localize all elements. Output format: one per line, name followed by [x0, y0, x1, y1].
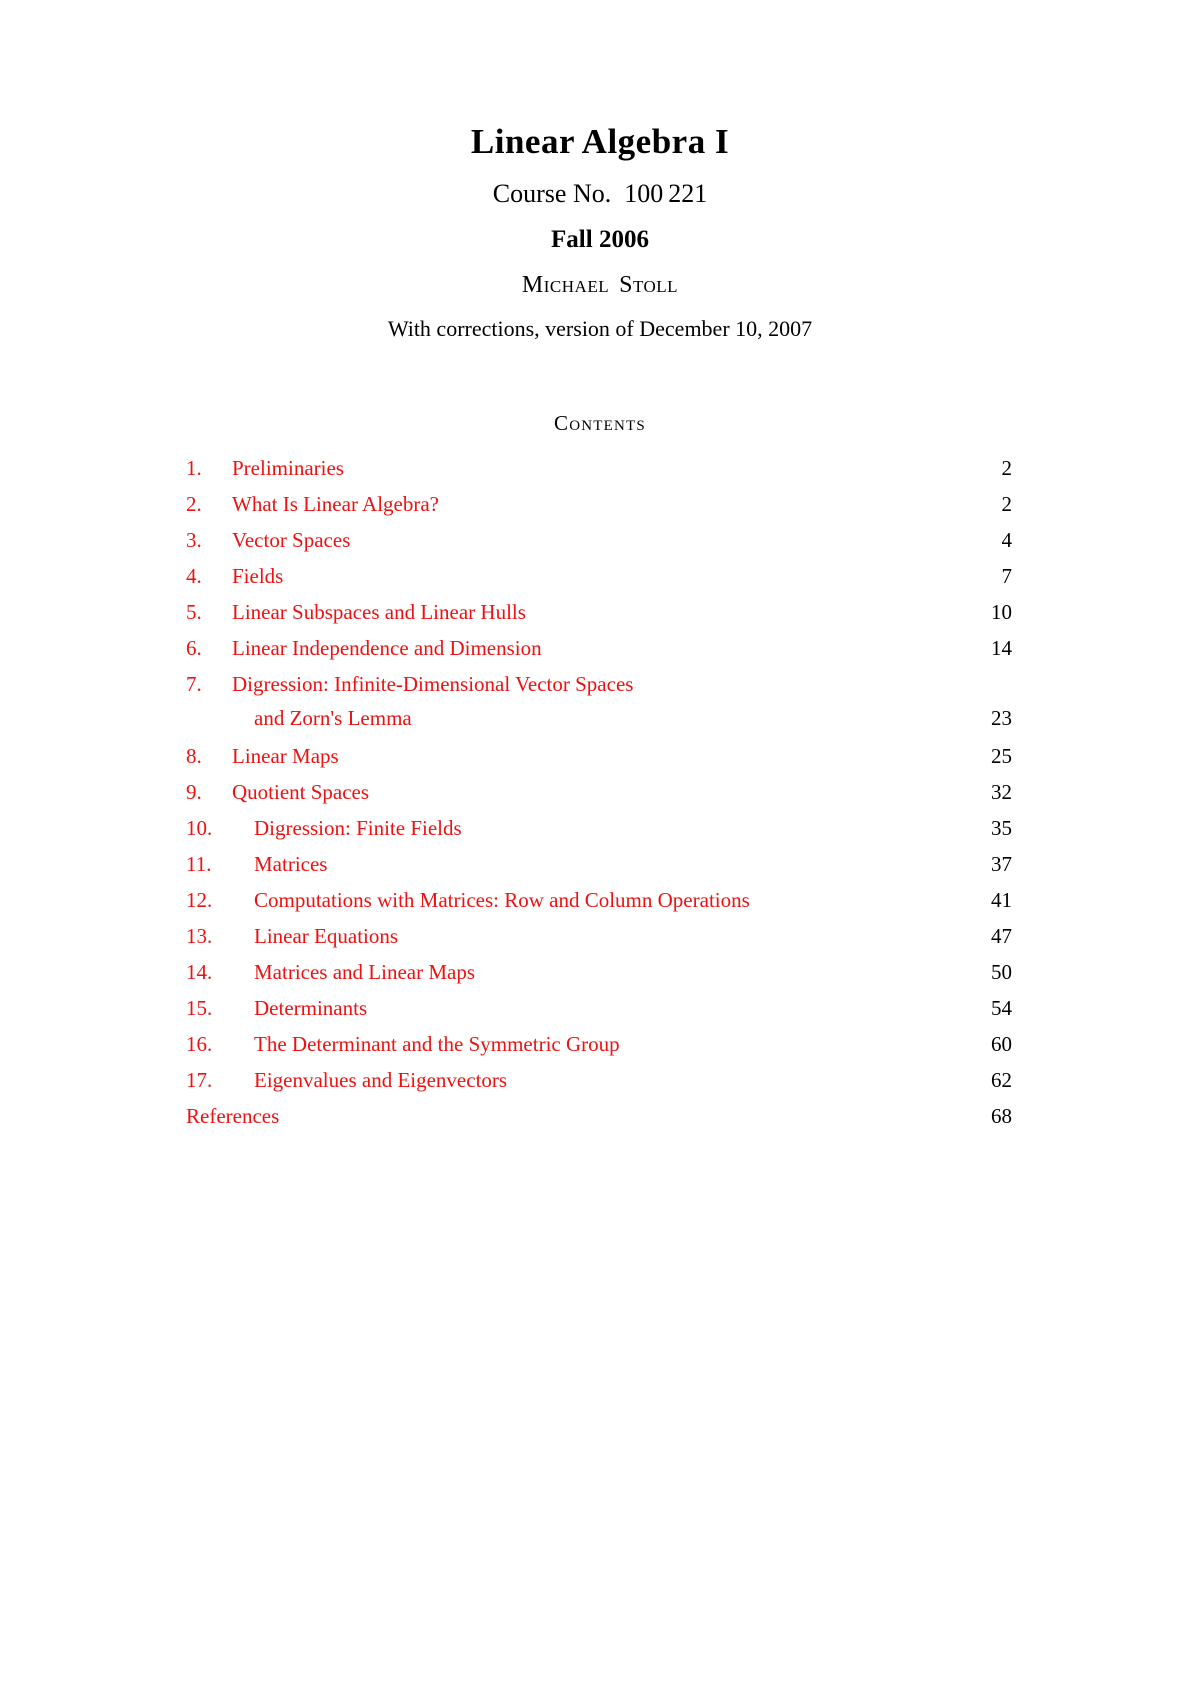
toc-entry-number: 13.: [186, 923, 213, 948]
toc-entry[interactable]: [186, 779, 1012, 818]
course-number-part-2: 221: [668, 179, 708, 209]
toc-entry[interactable]: [186, 851, 1012, 890]
toc-entry-title[interactable]: Fields: [232, 563, 284, 588]
toc-entry-title[interactable]: Determinants: [254, 995, 368, 1020]
toc-entry-page: 62: [991, 1067, 1012, 1092]
toc-entry-number: 15.: [186, 995, 213, 1020]
toc-entry[interactable]: [186, 743, 1012, 782]
toc-entry-number: 8.: [186, 743, 202, 768]
toc-entry-title[interactable]: Computations with Matrices: Row and Column Operations: [254, 887, 750, 912]
toc-entry-title[interactable]: Digression: Infinite-Dimensional Vector Spaces: [232, 671, 634, 696]
toc-entry-page: 23: [991, 705, 1012, 730]
toc-entry-page: 47: [991, 923, 1012, 948]
contents-heading: Contents: [554, 410, 646, 435]
toc-entry-page: 2: [1001, 491, 1012, 516]
toc-entry[interactable]: [186, 887, 1012, 926]
toc-entry-references[interactable]: [186, 1103, 1012, 1142]
toc-entry-title[interactable]: Digression: Finite Fields: [254, 815, 462, 840]
toc-entry-number: 9.: [186, 779, 202, 804]
toc-entry-title[interactable]: Matrices: [254, 851, 328, 876]
toc-entry-title[interactable]: References: [186, 1103, 280, 1128]
toc-entry[interactable]: [186, 959, 1012, 998]
toc-entry[interactable]: [186, 635, 1012, 674]
toc-entry-number: 5.: [186, 599, 202, 624]
toc-entry[interactable]: [186, 1031, 1012, 1070]
toc-entry-page: 68: [991, 1103, 1012, 1128]
toc-entry-page: 2: [1001, 455, 1012, 480]
toc-entry[interactable]: [186, 527, 1012, 566]
toc-entry-title[interactable]: Matrices and Linear Maps: [254, 959, 476, 984]
toc-entry-number: 10.: [186, 815, 213, 840]
toc-entry-number: 7.: [186, 671, 202, 696]
version-note: With corrections, version of December 10, 2007: [387, 316, 813, 342]
toc-entry[interactable]: [186, 491, 1012, 530]
toc-entry-number: 16.: [186, 1031, 213, 1056]
toc-entry-page: 4: [1001, 527, 1012, 552]
toc-entry-number: 4.: [186, 563, 202, 588]
course-number-part-1: 100: [624, 179, 664, 209]
page-title: Linear Algebra I: [470, 122, 730, 161]
toc-entry-title[interactable]: Linear Independence and Dimension: [232, 635, 542, 660]
toc-entry-title[interactable]: What Is Linear Algebra?: [232, 491, 439, 516]
toc-entry-continuation[interactable]: [186, 705, 1012, 746]
course-number-label: Course No.: [492, 179, 612, 209]
toc-entry[interactable]: [186, 455, 1012, 494]
toc-entry-page: 54: [991, 995, 1012, 1020]
toc-entry-title[interactable]: The Determinant and the Symmetric Group: [254, 1031, 620, 1056]
toc-entry[interactable]: [186, 599, 1012, 638]
toc-entry-number: 17.: [186, 1067, 213, 1092]
toc-entry-page: 37: [991, 851, 1012, 876]
term-label: Fall 2006: [551, 226, 649, 254]
toc-entry-title[interactable]: Quotient Spaces: [232, 779, 370, 804]
toc-entry-number: 11.: [186, 851, 212, 876]
toc-entry-page: 7: [1001, 563, 1012, 588]
toc-entry-page: 35: [991, 815, 1012, 840]
author-last-name: Stoll: [619, 272, 679, 299]
author-name: [0, 271, 1200, 300]
toc-entry-number: 1.: [186, 455, 202, 480]
toc-entry-page: 10: [991, 599, 1012, 624]
title-block: [0, 0, 1200, 343]
toc-entry-page: 25: [991, 743, 1012, 768]
author-first-name: Michael: [521, 272, 610, 299]
toc-entry-page: 32: [991, 779, 1012, 804]
toc-entry[interactable]: [186, 815, 1012, 854]
toc-entry-page: 41: [991, 887, 1012, 912]
toc-entry-title[interactable]: Linear Equations: [254, 923, 399, 948]
toc-entry-title[interactable]: Vector Spaces: [232, 527, 351, 552]
toc-entry-title[interactable]: Linear Maps: [232, 743, 339, 768]
toc-entry-page: 50: [991, 959, 1012, 984]
toc-entry[interactable]: [186, 995, 1012, 1034]
toc-entry-number: 14.: [186, 959, 213, 984]
toc-entry-number: 3.: [186, 527, 202, 552]
toc-entry-title[interactable]: Linear Subspaces and Linear Hulls: [232, 599, 526, 624]
toc-entry-number: 2.: [186, 491, 202, 516]
toc-entry-page: 60: [991, 1031, 1012, 1056]
toc-entry-title-line-2[interactable]: and Zorn's Lemma: [254, 705, 412, 730]
toc-entry-number: 12.: [186, 887, 213, 912]
course-number-line: [0, 178, 1200, 209]
toc-entry-title[interactable]: Preliminaries: [232, 455, 344, 480]
toc-entry-number: 6.: [186, 635, 202, 660]
table-of-contents: [186, 436, 1012, 1142]
toc-entry[interactable]: [186, 563, 1012, 602]
toc-entry-title[interactable]: Eigenvalues and Eigenvectors: [254, 1067, 508, 1092]
toc-entry-page: 14: [991, 635, 1012, 660]
toc-entry[interactable]: [186, 1067, 1012, 1106]
toc-entry[interactable]: [186, 923, 1012, 962]
toc-entry[interactable]: [186, 671, 1012, 708]
